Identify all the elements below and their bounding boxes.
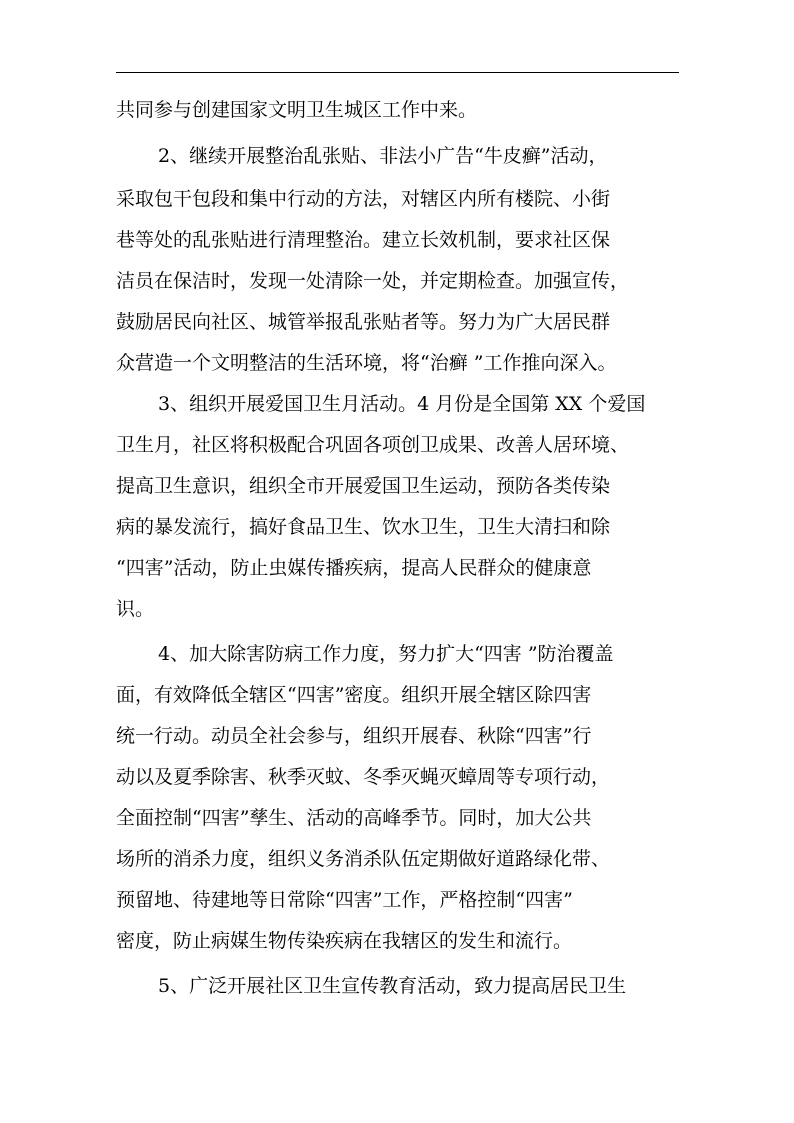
text-line: 病的暴发流行，搞好食品卫生、饮水卫生，卫生大清扫和除 [116, 516, 611, 538]
text-line: 洁员在保洁时，发现一处清除一处，并定期检查。加强宣传， [116, 270, 630, 292]
text-line: 全面控制“四害”孳生、活动的高峰季节。同时，加大公共 [116, 807, 592, 829]
text-line: 动以及夏季除害、秋季灭蚊、冬季灭蝇灭蟑周等专项行动， [116, 766, 611, 788]
text-line: 识。 [116, 598, 155, 620]
text-line: 4、加大除害防病工作力度，努力扩大“四害 ”防治覆盖 [158, 643, 614, 665]
text-line: 巷等处的乱张贴进行清理整治。建立长效机制，要求社区保 [116, 229, 611, 251]
text-line: 5、广泛开展社区卫生宣传教育活动，致力提高居民卫生 [158, 975, 627, 997]
text-line: 场所的消杀力度，组织义务消杀队伍定期做好道路绿化带、 [116, 848, 611, 870]
text-line: 众营造一个文明整洁的生活环境，将“治癣 ”工作推向深入。 [116, 352, 617, 374]
text-line: 统一行动。动员全社会参与，组织开展春、秋除“四害”行 [116, 725, 592, 747]
text-line: 密度，防止病媒生物传染疾病在我辖区的发生和流行。 [116, 930, 573, 952]
text-line: 提高卫生意识，组织全市开展爱国卫生运动，预防各类传染 [116, 475, 611, 497]
text-line: 卫生月，社区将积极配合巩固各项创卫成果、改善人居环境、 [116, 434, 630, 456]
text-line: 面，有效降低全辖区“四害”密度。组织开展全辖区除四害 [116, 684, 592, 706]
text-line: 预留地、待建地等日常除“四害”工作，严格控制“四害” [116, 889, 573, 911]
text-line: “四害”活动，防止虫媒传播疾病，提高人民群众的健康意 [116, 557, 592, 579]
header-rule [116, 72, 679, 73]
text-line: 共同参与创建国家文明卫生城区工作中来。 [116, 99, 478, 121]
text-line: 2、继续开展整治乱张贴、非法小广告“牛皮癣”活动， [158, 145, 608, 167]
text-line: 采取包干包段和集中行动的方法，对辖区内所有楼院、小街 [116, 188, 611, 210]
text-line: 鼓励居民向社区、城管举报乱张贴者等。努力为广大居民群 [116, 311, 611, 333]
text-line: 3、组织开展爱国卫生月活动。4 月份是全国第 XX 个爱国 [158, 393, 646, 415]
